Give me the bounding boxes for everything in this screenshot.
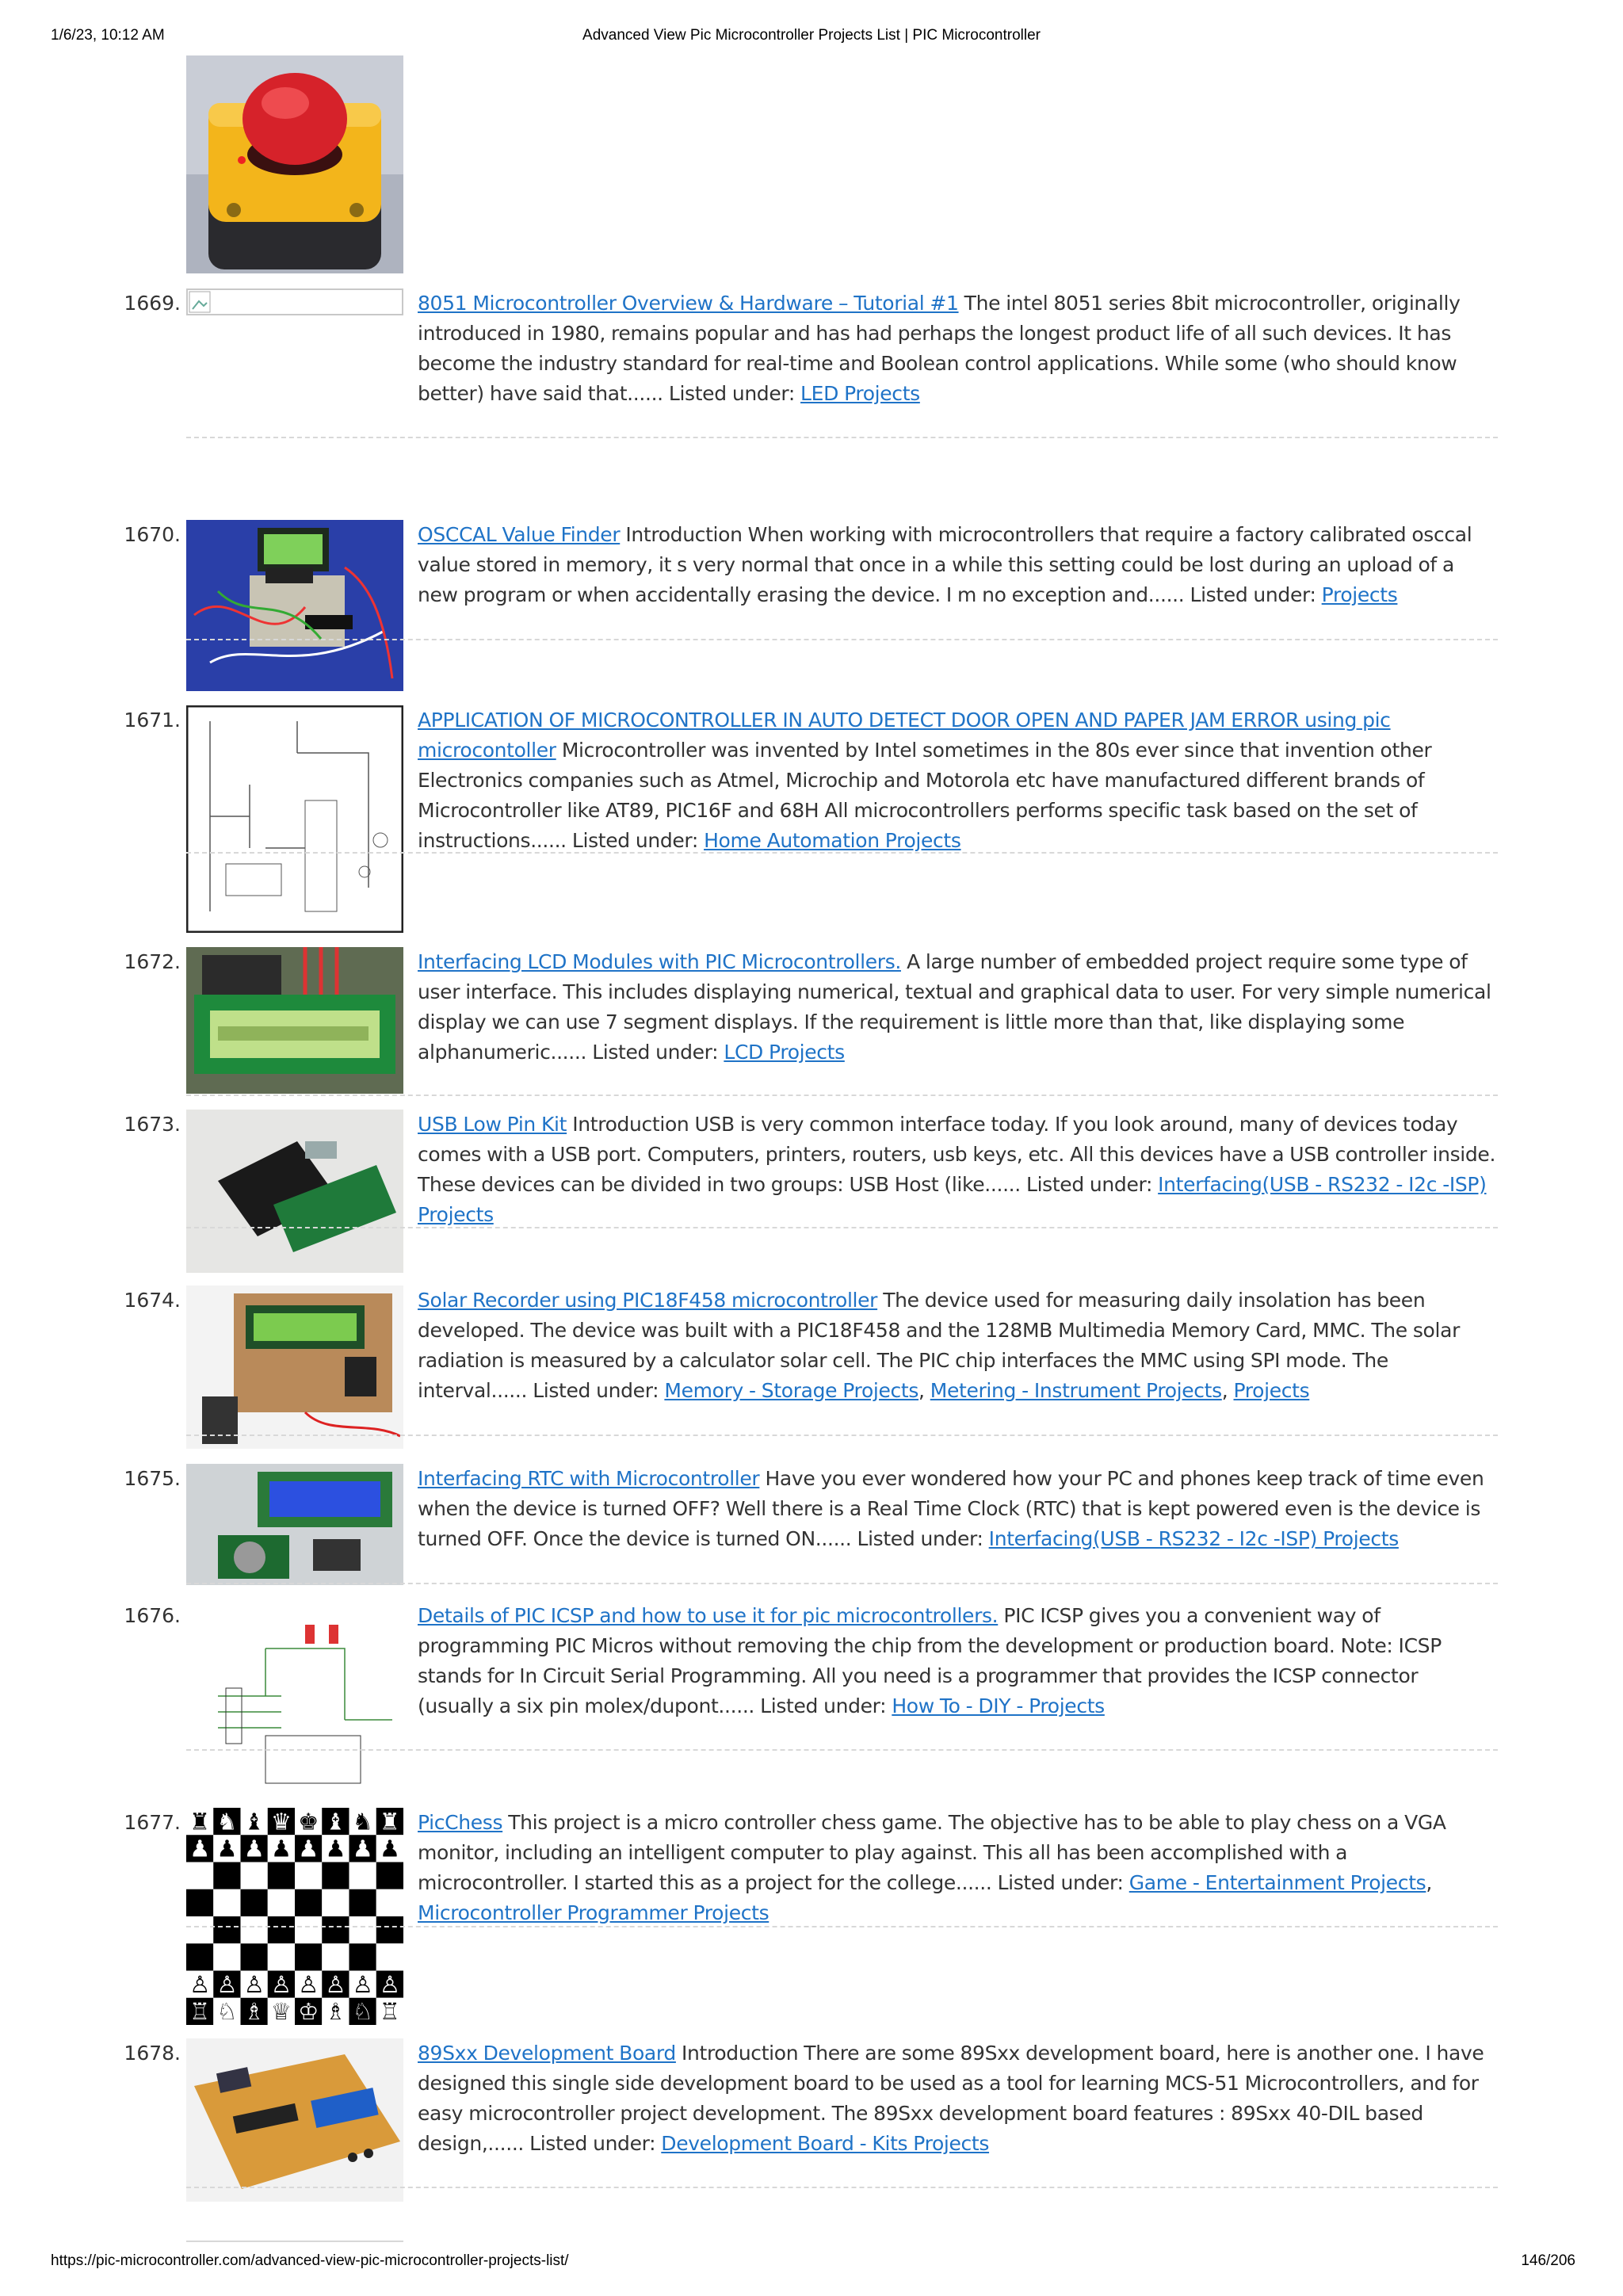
- category-link[interactable]: Development Board - Kits Projects: [661, 2132, 990, 2155]
- category-link[interactable]: Projects: [1233, 1379, 1310, 1402]
- rtc-module-image: [186, 1464, 403, 1585]
- entry-separator: [186, 1435, 1498, 1436]
- solar-recorder-image: [186, 1286, 403, 1449]
- chess-piece-glyph: ♘: [216, 1998, 238, 2025]
- entry-text: [418, 1464, 1499, 1554]
- category-link[interactable]: LED Projects: [800, 382, 920, 405]
- entry-number: 1675.: [124, 1467, 181, 1490]
- project-link[interactable]: 8051 Microcontroller Overview & Hardware – Tutorial #1: [418, 292, 959, 315]
- listed-under-label: Listed under:: [1025, 1173, 1153, 1196]
- project-link[interactable]: OSCCAL Value Finder: [418, 523, 621, 546]
- icsp-schematic-image: [186, 1601, 403, 1793]
- project-description: Introduction USB is very common interface today. If you look around, many of devices today comes with a USB port. Computers, printers, routers, usb keys, etc. All this devices have a USB controller inside. These devices can be divided in two groups: USB Host (like......: [418, 1113, 1496, 1196]
- entry-text: [418, 947, 1499, 1068]
- chess-piece-glyph: ♟: [216, 1835, 238, 1862]
- category-link[interactable]: Home Automation Projects: [704, 829, 961, 852]
- listed-under-label: Listed under:: [571, 829, 698, 852]
- listed-under-label: Listed under:: [997, 1871, 1124, 1894]
- project-link[interactable]: PicChess: [418, 1811, 503, 1834]
- chess-piece-glyph: ♙: [298, 1970, 319, 1998]
- chess-piece-glyph: ♔: [298, 1998, 319, 2025]
- chess-piece-glyph: ♙: [352, 1970, 373, 1998]
- entry-text: PicChess This project is a micro controller chess game. The objective has to be able to play chess on a VGA monitor, including an intelligent computer to play against. This all has been accomplished with a microcontroller. I started this as a project for the college...... Listed under: Game - Entertainment Projects, Microcontroller Programmer Projects: [418, 1811, 1446, 1924]
- chess-piece-glyph: ♕: [270, 1998, 292, 2025]
- entry-text: [418, 1601, 1499, 1721]
- entry-separator: [186, 639, 1498, 640]
- chessboard-image: [186, 1808, 403, 2025]
- chess-piece-glyph: ♙: [270, 1970, 292, 1998]
- chess-piece-glyph: ♞: [216, 1808, 238, 1836]
- category-link[interactable]: Microcontroller Programmer Projects: [418, 1901, 769, 1924]
- entry-number: 1671.: [124, 709, 181, 732]
- list-end-rule: [186, 2241, 403, 2242]
- project-description: Microcontroller was invented by Intel sometimes in the 80s ever since that invention other Electronics companies such as Atmel, Microchip and Motorola etc have manufactured different brands of Microcontroller like AT89, PIC16F and 68H All microcontrollers performs specific task based on the set of instructions......: [418, 739, 1432, 852]
- entry-text: [418, 288, 1499, 409]
- entry-text: [418, 520, 1499, 610]
- entry-separator: [186, 2187, 1498, 2188]
- entry-number: 1672.: [124, 950, 181, 973]
- category-link[interactable]: Interfacing(USB - RS232 - I2c -ISP) Projects: [988, 1527, 1399, 1550]
- chess-piece-glyph: ♟: [298, 1835, 319, 1862]
- entry-number: 1673.: [124, 1113, 181, 1136]
- entry-text: Solar Recorder using PIC18F458 microcontroller The device used for measuring daily insolation has been developed. The device was built with a PIC18F458 and the 128MB Multimedia Memory Card, MMC. The solar radiation is measured by a calculator solar cell. The PIC chip interfaces the MMC using SPI mode. The interval...... Listed under: Memory - Storage Projects, Metering - Instrument Projects, Projects: [418, 1289, 1461, 1402]
- category-link[interactable]: LCD Projects: [724, 1041, 845, 1064]
- entry-separator: [186, 1095, 1498, 1096]
- emergency-stop-image: [186, 55, 403, 273]
- entry-number: 1678.: [124, 2042, 181, 2065]
- listed-under-label: Listed under:: [668, 382, 795, 405]
- osccal-board-image: [186, 520, 403, 691]
- category-link[interactable]: Interfacing(USB - RS232 - I2c -ISP) Projects: [418, 1173, 1487, 1226]
- broken-image-placeholder: [186, 288, 403, 315]
- chess-piece-glyph: ♜: [189, 1808, 211, 1836]
- listed-under-label: Listed under:: [857, 1527, 983, 1550]
- entry-separator: [186, 1749, 1498, 1751]
- chess-piece-glyph: ♙: [243, 1970, 265, 1998]
- category-link[interactable]: How To - DIY - Projects: [892, 1694, 1105, 1717]
- entry-number: 1670.: [124, 523, 181, 546]
- project-description: Introduction When working with microcontrollers that require a factory calibrated osccal value stored in memory, it s very normal that once in a while this setting could be lost during an upload of a new program or when accidentally erasing the device. I m no exception and......: [418, 523, 1472, 606]
- entry-separator: [186, 1227, 1498, 1228]
- project-link[interactable]: APPLICATION OF MICROCONTROLLER IN AUTO DETECT DOOR OPEN AND PAPER JAM ERROR using pic microcontoller: [418, 709, 1391, 762]
- chess-piece-glyph: ♟: [270, 1835, 292, 1862]
- chess-piece-glyph: ♘: [352, 1998, 373, 2025]
- project-link[interactable]: Details of PIC ICSP and how to use it for pic microcontrollers.: [418, 1604, 999, 1627]
- chess-piece-glyph: ♝: [325, 1808, 346, 1836]
- project-link[interactable]: USB Low Pin Kit: [418, 1113, 567, 1136]
- chess-piece-glyph: ♙: [216, 1970, 238, 1998]
- chess-piece-glyph: ♚: [298, 1808, 319, 1836]
- category-link[interactable]: Projects: [1321, 583, 1398, 606]
- entry-text: [418, 1110, 1499, 1230]
- project-link[interactable]: Solar Recorder using PIC18F458 microcontroller: [418, 1289, 878, 1312]
- chess-piece-glyph: ♟: [189, 1835, 211, 1862]
- chess-piece-glyph: ♝: [243, 1808, 265, 1836]
- project-description: A large number of embedded project require some type of user interface. This includes displaying numerical, textual and graphical data to user. For very simple numerical display we can use 7 segment displays. If the requirement is little more than that, like displaying some alphanumeric......: [418, 950, 1491, 1064]
- chess-piece-glyph: ♗: [243, 1998, 265, 2025]
- category-link[interactable]: Metering - Instrument Projects: [930, 1379, 1222, 1402]
- lcd-module-image: [186, 947, 403, 1094]
- page-number: 146/206: [1521, 2252, 1575, 2269]
- project-link[interactable]: Interfacing RTC with Microcontroller: [418, 1467, 760, 1490]
- chess-piece-glyph: ♞: [352, 1808, 373, 1836]
- category-link[interactable]: Game - Entertainment Projects: [1128, 1871, 1426, 1894]
- chess-piece-glyph: ♖: [379, 1998, 400, 2025]
- chess-piece-glyph: ♙: [379, 1970, 400, 1998]
- entry-text: [418, 2038, 1499, 2159]
- listed-under-label: Listed under:: [529, 2132, 656, 2155]
- chess-piece-glyph: ♟: [243, 1835, 265, 1862]
- dev-board-image: [186, 2038, 403, 2202]
- entry-number: 1676.: [124, 1604, 181, 1627]
- project-link[interactable]: Interfacing LCD Modules with PIC Microcontrollers.: [418, 950, 901, 973]
- entry-separator: [186, 437, 1498, 438]
- project-description: Have you ever wondered how your PC and phones keep track of time even when the device is turned OFF? Well there is a Real Time Clock (RTC) that is kept powered even is the device is turned OFF. Once the device is turned ON......: [418, 1467, 1484, 1550]
- listed-under-label: Listed under:: [533, 1379, 659, 1402]
- page-url: https://pic-microcontroller.com/advanced-view-pic-microcontroller-projects-list/: [51, 2252, 569, 2269]
- project-description: Introduction There are some 89Sxx development board, here is another one. I have designed this single side development board to be used as a tool for learning MCS-51 Microcontrollers, and for easy microcontroller project development. The 89Sxx development board features : 89Sxx 40-DIL based design,......: [418, 2042, 1484, 2155]
- chess-piece-glyph: ♗: [325, 1998, 346, 2025]
- listed-under-label: Listed under:: [592, 1041, 719, 1064]
- project-description: This project is a micro controller chess game. The objective has to be able to play chess on a VGA monitor, including an intelligent computer to play against. This all has been accomplished with a microcontroller. I started this as a project for the college......: [418, 1811, 1446, 1894]
- category-link[interactable]: Memory - Storage Projects: [664, 1379, 919, 1402]
- entry-number: 1674.: [124, 1289, 181, 1312]
- entry-separator: [186, 1583, 1498, 1584]
- chess-piece-glyph: ♜: [379, 1808, 400, 1836]
- page-title: Advanced View Pic Microcontroller Projects List | PIC Microcontroller: [582, 27, 1041, 44]
- entry-number: 1669.: [124, 292, 181, 315]
- chess-piece-glyph: ♟: [352, 1835, 373, 1862]
- listed-under-label: Listed under:: [1190, 583, 1316, 606]
- entry-number: 1677.: [124, 1811, 181, 1834]
- chess-piece-glyph: ♙: [325, 1970, 346, 1998]
- entry-separator: [186, 1926, 1498, 1927]
- usb-kit-image: [186, 1110, 403, 1273]
- chess-piece-glyph: ♟: [379, 1835, 400, 1862]
- listed-under-label: Listed under:: [760, 1694, 887, 1717]
- entry-text: [418, 705, 1499, 856]
- project-description: The device used for measuring daily insolation has been developed. The device was built with a PIC18F458 and the 128MB Multimedia Memory Card, MMC. The solar radiation is measured by a calculator solar cell. The PIC chip interfaces the MMC using SPI mode. The interval......: [418, 1289, 1461, 1402]
- schematic-image: [186, 705, 403, 933]
- chess-piece-glyph: ♟: [325, 1835, 346, 1862]
- chess-piece-glyph: ♖: [189, 1998, 211, 2025]
- chess-piece-glyph: ♙: [189, 1970, 211, 1998]
- project-description: PIC ICSP gives you a convenient way of programming PIC Micros without removing the chip from the development or production board. Note: ICSP stands for In Circuit Serial Programming. All you need is a programmer that provides the ICSP connector (usually a six pin molex/dupont......: [418, 1604, 1442, 1717]
- project-description: The intel 8051 series 8bit microcontroller, originally introduced in 1980, remains popular and has had perhaps the longest product life of all such devices. It has become the industry standard for real-time and Boolean control applications. While some (who should know better) have said that......: [418, 292, 1461, 405]
- entry-separator: [186, 852, 1498, 854]
- print-datetime: 1/6/23, 10:12 AM: [51, 27, 165, 44]
- project-link[interactable]: 89Sxx Development Board: [418, 2042, 676, 2065]
- chess-piece-glyph: ♛: [270, 1808, 292, 1836]
